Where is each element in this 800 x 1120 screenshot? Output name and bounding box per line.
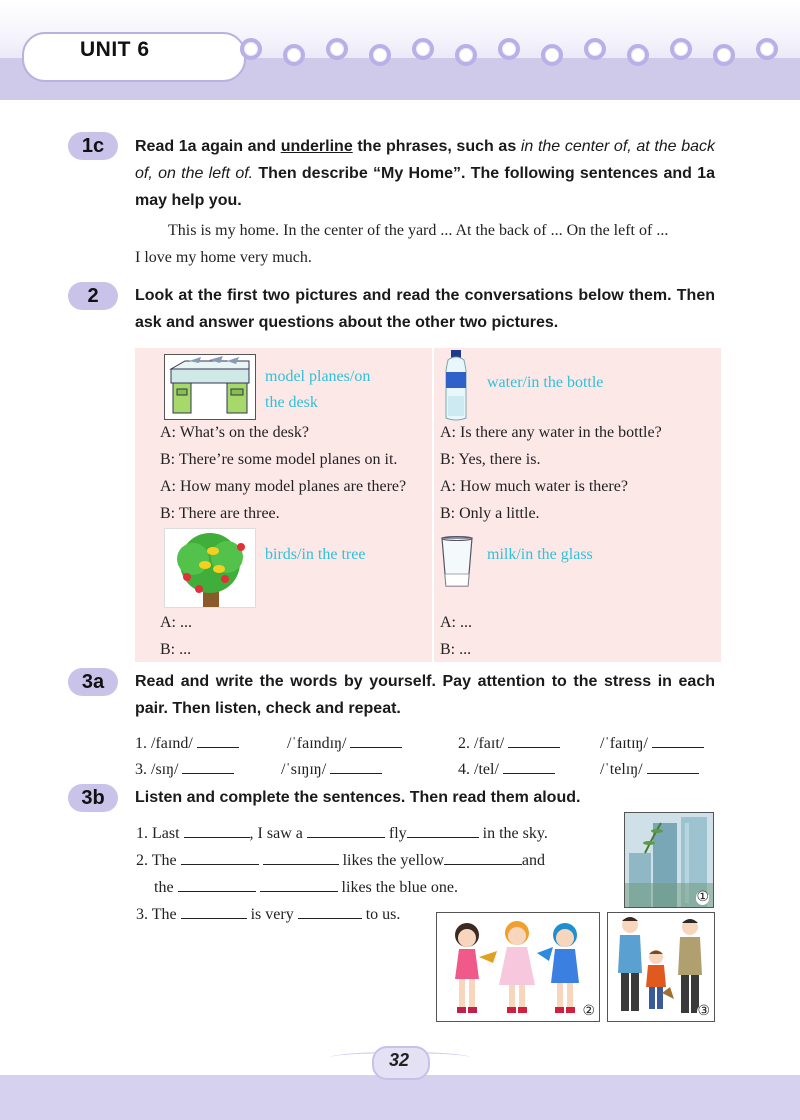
sentence-2: 2. The likes the yellow and xyxy=(136,852,546,869)
instruction-1c: Read 1a again and underline the phrases, such as in the center of, at the back of, on the left of. Then describe “My Home”. The following sentences and 1a may help you. xyxy=(135,138,716,209)
dialog-line: A: How much water is there? xyxy=(440,478,628,495)
body-text-line-1: This is my home. In the center of the yard ... At the back of ... On the left of ... xyxy=(168,222,669,239)
dialog-line: B: There’re some model planes on it. xyxy=(160,451,398,468)
sentence-1: 1. Last , I saw a fly in the sky. xyxy=(136,825,548,842)
picture-number-3: ③ xyxy=(697,1004,710,1019)
sentence-2-cont: the likes the blue one. xyxy=(154,879,458,896)
dialog-line: B: Only a little. xyxy=(440,505,540,522)
instruction-3a: Read and write the words by yourself. Pay attention to the stress in each pair. Then listen, check and repeat. xyxy=(135,673,715,717)
instruction-2: Look at the first two pictures and read the conversations below them. Then ask and answer questions about the other two pictures. xyxy=(135,287,715,331)
section-label-3a: 3a xyxy=(68,668,118,696)
dialog-right xyxy=(440,419,720,527)
caption-milk: milk/in the glass xyxy=(487,546,593,563)
dialog-left xyxy=(160,419,440,527)
dialog-line: B: Yes, there is. xyxy=(440,451,541,468)
girls-picture xyxy=(436,912,600,1022)
page-number: 32 xyxy=(388,1050,410,1070)
glass-picture xyxy=(440,536,474,588)
section-label-3b: 3b xyxy=(68,784,118,812)
blank-b-right: B: ... xyxy=(440,641,472,658)
caption-water: water/in the bottle xyxy=(487,374,604,391)
dialog-line: A: Is there any water in the bottle? xyxy=(440,424,662,441)
section-label-1c: 1c xyxy=(68,132,118,160)
picture-number-2: ② xyxy=(582,1004,595,1019)
tree-picture xyxy=(164,528,256,608)
blank-b-left: B: ... xyxy=(160,641,192,658)
underline-word: underline xyxy=(280,138,353,155)
dialog-line: A: What’s on the desk? xyxy=(160,424,310,441)
caption-planes-1: model planes/on xyxy=(265,368,371,385)
blank-a-right: A: ... xyxy=(440,614,472,631)
section-label-2: 2 xyxy=(68,282,118,310)
unit-title: UNIT 6 xyxy=(80,38,150,61)
caption-birds: birds/in the tree xyxy=(265,546,366,563)
picture-number-1: ① xyxy=(696,890,709,905)
blank-a-left: A: ... xyxy=(160,614,192,631)
caption-planes-2: the desk xyxy=(265,394,318,411)
dialog-line: B: There are three. xyxy=(160,505,280,522)
sky-picture xyxy=(624,812,714,908)
footer-band xyxy=(0,1075,800,1120)
people-picture xyxy=(607,912,715,1022)
sentence-3: 3. The is very to us. xyxy=(136,906,401,923)
bottle-picture xyxy=(442,350,470,422)
desk-picture xyxy=(164,354,256,420)
body-text-line-2: I love my home very much. xyxy=(135,249,312,266)
instruction-3b: Listen and complete the sentences. Then read them aloud. xyxy=(135,789,581,806)
ring-decoration xyxy=(0,0,800,100)
dialog-line: A: How many model planes are there? xyxy=(160,478,407,495)
